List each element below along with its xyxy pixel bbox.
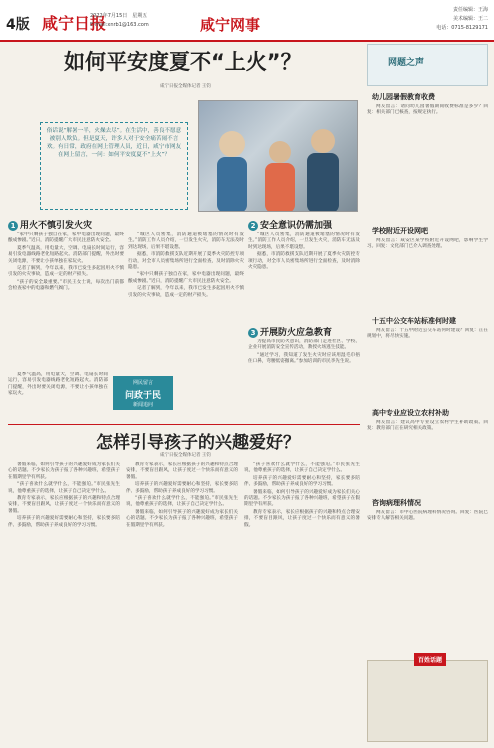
section-title: 咸宁网事 [200, 16, 261, 34]
section-1-text-cont: 夏季气温高，用电量大，空调、电扇长时间运行，容易引发电器线路老化短路起火。消防部门提醒，外出时要关闭电源，不要让小孩单独在家玩火。 [8, 372, 108, 397]
bottom-right-box [367, 660, 488, 742]
right-item-text-3: 网友留言：十五中附近公交车站何时建设？回复：正在规划中，将尽快实施。 [367, 328, 488, 340]
second-col-1: 暑假来临，如何引导孩子的兴趣爱好成为家长们关心的话题。不少家长为孩子报了各种兴趣班，希望孩子在假期里学有所获。 “孩子喜欢什么就学什么，不能强迫。”市民张先生说，他尊重孩子的选择，让孩子自己决定学什么。 教育专家表示，家长应根据孩子的兴趣和特点合理安排，不要盲目跟风，让孩子度过一个快乐而有意义的暑假。 培养孩子的兴趣爱好需要耐心和坚持，家长要多陪伴、多鼓励，帮助孩子养成良好的学习习惯。 [8, 462, 120, 528]
right-item-text-4: 网友留言：建议高中专业设立农村学生补助政策。回复：教育部门正在研究相关政策。 [367, 420, 488, 432]
editor-line: 责任编辑：王海 [452, 7, 488, 13]
right-item-title-2: 学校附近开设网吧 [372, 227, 428, 235]
subhead-3: 3 开展防火应急教育 [248, 325, 332, 338]
second-col-2: 教育专家表示，家长应根据孩子的兴趣和特点合理安排，不要盲目跟风，让孩子度过一个快乐而有意义的暑假。 培养孩子的兴趣爱好需要耐心和坚持，家长要多陪伴、多鼓励，帮助孩子养成良好的学习习惯。 “孩子喜欢什么就学什么，不能强迫。”市民张先生说，他尊重孩子的选择，让孩子自己决定学什么。 暑假来临，如何引导孩子的兴趣爱好成为家长们关心的话题。不少家长为孩子报了各种兴趣班，希望孩子在假期里学有所获。 [126, 462, 238, 528]
right-item-text-5: 网友留言：市中心医院病理科情况咨询。回复：医院已安排专人解答相关问题。 [367, 510, 488, 522]
topic-tag: 百姓话题 [414, 653, 446, 666]
page-number: 4版 [6, 17, 30, 33]
section-1-text: “家中只剩孩子独自在家，家中电器出现问题，最终酿成惨剧。”近日，消防提醒广大市民注意防火安全。 夏季气温高，用电量大，空调、电扇长时间运行，容易引发电器线路老化短路起火。消防部门提醒，外出时要关闭电源，不要让小孩单独在家玩火。 记者了解到，今年以来，我市已发生多起因用火不慎引发的火灾事故，造成一定的财产损失。 “孩子的安全最重要。”市民王女士说，每次出门前都会检查家中的电器和燃气阀门。 [8, 232, 124, 292]
news-photo [198, 100, 358, 212]
section-2-text: “城区人员密集，消防通道被堵塞的情况时有发生。”消防工作人员介绍，一旦发生火灾，消防车无法及时到达现场，后果不堪设想。 据悉，市消防救援支队近期开展了夏季火灾防控专项行动，对全市人员密集场所进行全面检查，及时消除火灾隐患。 [248, 232, 360, 271]
right-item-text-2: 网友留言：咸安区某学校附近开设网吧，影响学生学习。回复：文化部门已介入调查处理。 [367, 238, 488, 250]
contact-email: E-mail:xnrb1@163.com [90, 22, 149, 28]
page-header [0, 0, 494, 42]
editor-note: 俗话说“解暑一半，火燥去尽”。在生活中，善良不愿意被别人欺负。但是夏天，许多人对于安全痛苦闹不言欢。有日常，政府在网上管理人员，近日，咸宁市网友在网上留言，一问：如何平安度夏不“上火”？ [40, 122, 188, 210]
subhead-2: 2 安全意识仍需加强 [248, 218, 332, 231]
right-item-title-3: 十五中公交车站标准何时建 [372, 317, 456, 325]
paper-logo: 咸宁日报 [42, 14, 107, 33]
right-column-header: 网题之声 [367, 44, 488, 86]
story-divider [8, 424, 360, 425]
second-col-3: “孩子喜欢什么就学什么，不能强迫。”市民张先生说，他尊重孩子的选择，让孩子自己决定学什么。 培养孩子的兴趣爱好需要耐心和坚持，家长要多陪伴、多鼓励，帮助孩子养成良好的学习习惯。 暑假来临，如何引导孩子的兴趣爱好成为家长们关心的话题。不少家长为孩子报了各种兴趣班，希望孩子在假期里学有所获。 教育专家表示，家长应根据孩子的兴趣和特点合理安排，不要盲目跟风，让孩子度过一个快乐而有意义的暑假。 [244, 462, 360, 528]
main-byline: 咸宁日报全媒体记者 王钧 [160, 84, 211, 89]
right-item-title-4: 高中专业应设立农村补助 [372, 409, 449, 417]
phone-line: 电话：0715-8129171 [436, 25, 488, 31]
section-3-text: 为提高市民防火意识，消防部门走进社区、学校、企业开展消防安全宣传活动，教授火场逃生技能。 “通过学习，我知道了发生火灾时应该用湿毛巾捂住口鼻，弯腰低姿撤离。”参加培训的市民李先生说。 [248, 339, 360, 365]
right-item-text-1: 网友留言：请问幼儿园暑假期间收费标准是多少？回复：相关部门已核查，按规定执行。 [367, 104, 488, 116]
inquiry-badge: 网民留言 问政于民 新闻追问 [113, 376, 173, 410]
issue-date: 2022年7月15日 星期五 [90, 13, 148, 19]
subhead-1: 1 用火不慎引发火灾 [8, 218, 92, 231]
right-item-title-1: 幼儿园暑假教育收费 [372, 93, 435, 101]
right-item-title-5: 咨询病理科情况 [372, 499, 421, 507]
main-headline: 如何平安度夏不“上火”？ [64, 50, 302, 74]
second-headline: 怎样引导孩子的兴趣爱好？ [96, 433, 300, 453]
second-byline: 咸宁日报全媒体记者 王钧 [160, 453, 211, 458]
designer-line: 美术编辑：王二 [452, 16, 488, 22]
section-1-col2: “城区人员密集，消防通道被堵塞的情况时有发生。”消防工作人员介绍，一旦发生火灾，消防车无法及时到达现场，后果不堪设想。 据悉，市消防救援支队近期开展了夏季火灾防控专项行动，对全市人员密集场所进行全面检查，及时消除火灾隐患。 “家中只剩孩子独自在家，家中电器出现问题，最终酿成惨剧。”近日，消防提醒广大市民注意防火安全。 记者了解到，今年以来，我市已发生多起因用火不慎引发的火灾事故，造成一定的财产损失。 [128, 232, 244, 298]
